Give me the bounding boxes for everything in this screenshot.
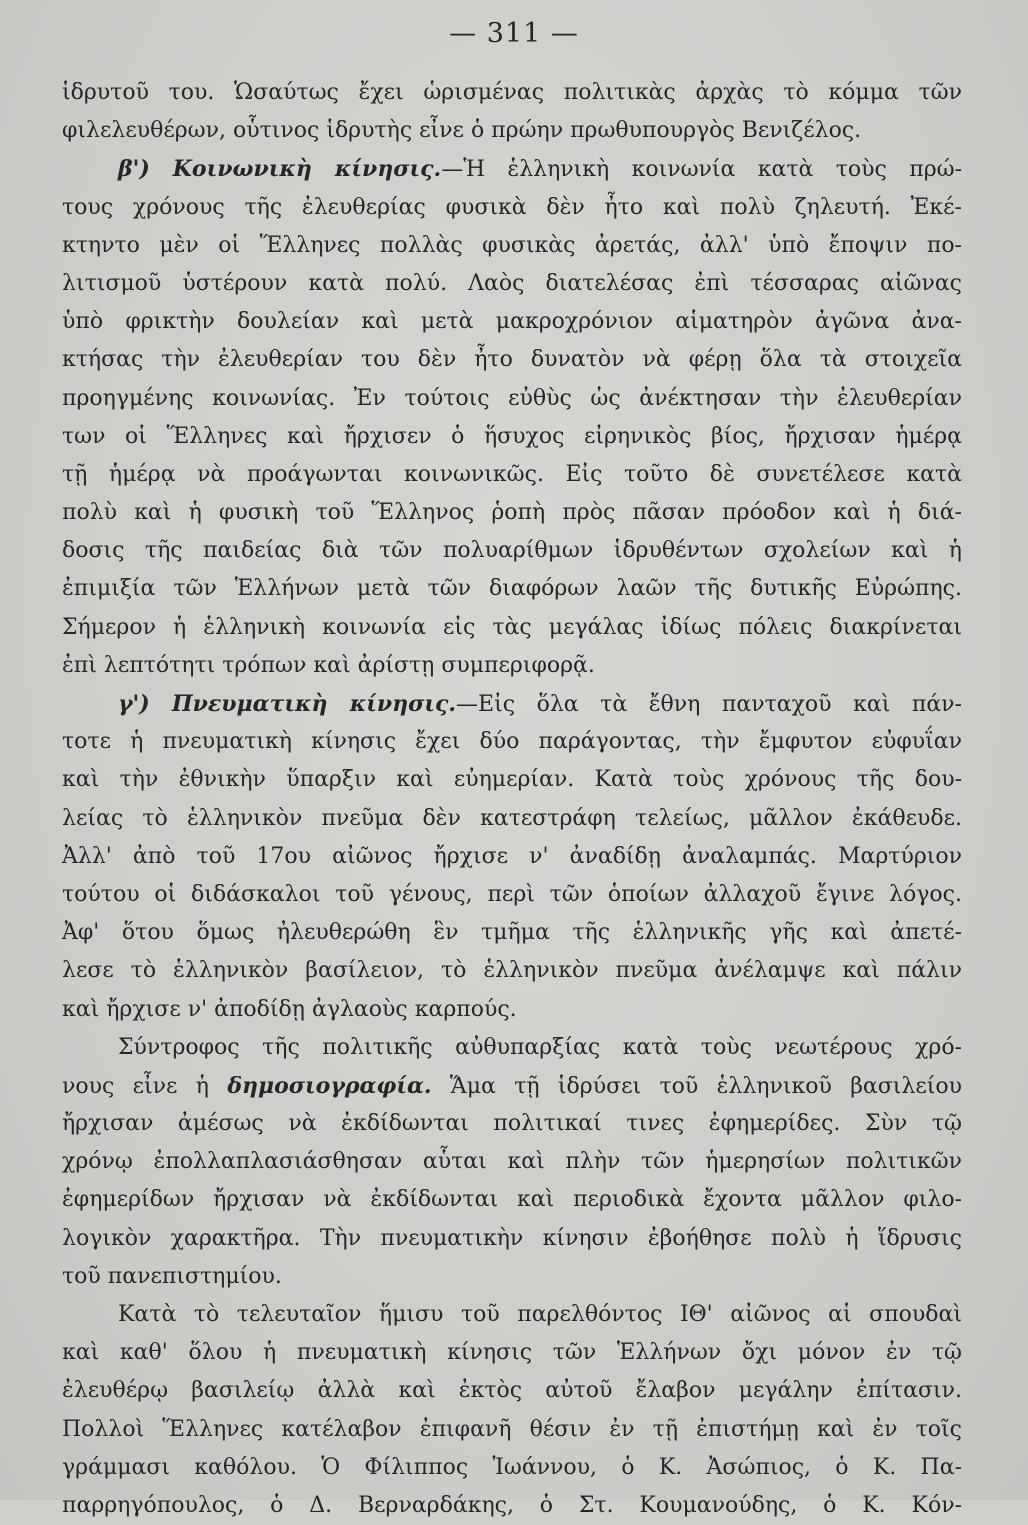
text-line: προηγμένης κοινωνίας. Ἐν τούτοις εὐθὺς ὡς ἀνέκτησαν τὴν ἐλευθερίαν xyxy=(62,385,962,411)
text-line: Σήμερον ἡ ἑλληνικὴ κοινωνία εἰς τὰς μεγάλας ἰδίως πόλεις διακρίνεται xyxy=(62,614,962,640)
text-line: των οἱ Ἕλληνες καὶ ἤρχισεν ὁ ἥσυχος εἰρηνικὸς βίος, ἤρχισαν ἡμέρᾳ xyxy=(62,423,962,449)
text-line: λιτισμοῦ ὑστέρουν κατὰ πολύ. Λαὸς διατελέσας ἐπὶ τέσσαρας αἰῶνας xyxy=(62,270,962,296)
text-run: —Εἰς ὅλα τὰ ἔθνη πανταχοῦ καὶ πάν- xyxy=(456,692,962,717)
text-line: ἱδρυτοῦ του. Ὡσαύτως ἔχει ὡρισμένας πολιτικὰς ἀρχὰς τὸ κόμμα τῶν xyxy=(62,80,962,105)
text-line: τους χρόνους τῆς ἐλευθερίας φυσικὰ δὲν ἦτο καὶ πολὺ ζηλευτή. Ἐκέ- xyxy=(62,194,962,220)
text-line: τῇ ἡμέρᾳ νὰ προάγωνται κοινωνικῶς. Εἰς τοῦτο δὲ συνετέλεσε κατὰ xyxy=(62,461,962,487)
section-heading: β') Κοινωνικὴ κίνησις. xyxy=(118,156,442,183)
text-line xyxy=(62,150,962,188)
text-line: πολὺ καὶ ἡ φυσικὴ τοῦ Ἕλληνος ῥοπὴ πρὸς πᾶσαν πρόοδον καὶ ἡ διά- xyxy=(62,500,962,526)
text-line: ἤρχισαν ἀμέσως νὰ ἐκδίδωνται πολιτικαί τινες ἐφημερίδες. Σὺν τῷ xyxy=(62,1111,962,1137)
text-line: ἐφημερίδων ἤρχισαν νὰ ἐκδίδωνται καὶ περιοδικὰ ἔχοντα μᾶλλον φιλο- xyxy=(62,1187,962,1213)
text-line: Σύντροφος τῆς πολιτικῆς αὐθυπαρξίας κατὰ τοὺς νεωτέρους χρό- xyxy=(118,1034,962,1060)
paragraph xyxy=(62,1029,962,1296)
text-line: τούτου οἱ διδάσκαλοι τοῦ γένους, περὶ τῶν ὁποίων ἀλλαχοῦ ἔγινε λόγος. xyxy=(62,881,962,907)
section-heading: γ') Πνευματικὴ κίνησις. xyxy=(118,691,457,717)
text-line: Ἀλλ' ἀπὸ τοῦ 17ου αἰῶνος ἤρχισε ν' ἀναδίδῃ ἀναλαμπάς. Μαρτύριον xyxy=(62,843,962,869)
text-line: παρρηγόπουλος, ὁ Δ. Βερναρδάκης, ὁ Στ. Κουμανούδης, ὁ Κ. Κόν- xyxy=(62,1492,962,1518)
paragraph xyxy=(62,685,962,1029)
text-line xyxy=(62,685,962,723)
emphasized-term: δημοσιογραφία. xyxy=(227,1072,432,1099)
text-line: ἐλευθέρῳ βασιλείῳ ἀλλὰ καὶ ἐκτὸς αὐτοῦ ἔλαβον μεγάλην ἐπίτασιν. xyxy=(62,1378,962,1404)
text-line: καὶ καθ' ὅλου ἡ πνευματικὴ κίνησις τῶν Ἑλλήνων ὄχι μόνον ἐν τῷ xyxy=(62,1340,962,1366)
text-line: λογικὸν χαρακτῆρα. Τὴν πνευματικὴν κίνησιν ἐβοήθησε πολὺ ἡ ἵδρυσις xyxy=(62,1225,962,1251)
paragraph xyxy=(62,1296,962,1525)
text-line: τοτε ἡ πνευματικὴ κίνησις ἔχει δύο παράγοντας, τὴν ἔμφυτον εὐφυΐαν xyxy=(62,729,962,755)
text-line: ἐπιμιξία τῶν Ἑλλήνων μετὰ τῶν διαφόρων λαῶν τῆς δυτικῆς Εὐρώπης. xyxy=(62,576,962,602)
text-line: τοῦ πανεπιστημίου. xyxy=(62,1263,282,1289)
text-line: καὶ τὴν ἐθνικὴν ὕπαρξιν καὶ εὐημερίαν. Κατὰ τοὺς χρόνους τῆς δου- xyxy=(62,767,962,793)
paragraph xyxy=(62,74,962,150)
text-line: ὑπὸ φρικτὴν δουλείαν καὶ μετὰ μακροχρόνιον αἱματηρὸν ἀγῶνα ἀνα- xyxy=(62,309,962,335)
text-line: δοσις τῆς παιδείας διὰ τῶν πολυαρίθμων ἱδρυθέντων σχολείων καὶ ἡ xyxy=(62,538,962,564)
text-run: —Ἡ ἑλληνικὴ κοινωνία κατὰ τοὺς πρώ- xyxy=(441,157,962,183)
text-line: καὶ ἤρχισε ν' ἀποδίδῃ ἀγλαοὺς καρπούς. xyxy=(62,996,517,1022)
text-run: νους εἶνε ἡ xyxy=(62,1073,228,1099)
text-line-with-emphasis xyxy=(62,1067,962,1105)
text-line: λείας τὸ ἑλληνικὸν πνεῦμα δὲν κατεστράφη τελείως, μᾶλλον ἐκάθευδε. xyxy=(62,805,962,831)
text-line: κτηντο μὲν οἱ Ἕλληνες πολλὰς φυσικὰς ἀρετάς, ἀλλ' ὑπὸ ἔποψιν πο- xyxy=(62,232,962,258)
text-line: φιλελευθέρων, οὗτινος ἱδρυτὴς εἶνε ὁ πρώην πρωθυπουργὸς Βενιζέλος. xyxy=(62,118,862,144)
text-line: κτήσας τὴν ἐλευθερίαν του δὲν ἦτο δυνατὸν νὰ φέρῃ ὅλα τὰ στοιχεῖα xyxy=(62,347,962,373)
text-line: Ἀφ' ὅτου ὅμως ἠλευθερώθη ἓν τμῆμα τῆς ἑλληνικῆς γῆς καὶ ἀπετέ- xyxy=(62,920,962,946)
text-run: Ἅμα τῇ ἱδρύσει τοῦ ἑλληνικοῦ βασιλείου xyxy=(431,1073,962,1099)
text-line: ἐπὶ λεπτότητι τρόπων καὶ ἀρίστῃ συμπεριφορᾷ. xyxy=(62,652,595,678)
text-line: Κατὰ τὸ τελευταῖον ἥμισυ τοῦ παρελθόντος ΙΘ' αἰῶνος αἱ σπουδαὶ xyxy=(118,1302,962,1327)
paragraph xyxy=(62,150,962,685)
text-line: Πολλοὶ Ἕλληνες κατέλαβον ἐπιφανῆ θέσιν ἐν τῇ ἐπιστήμῃ καὶ ἐν τοῖς xyxy=(62,1416,962,1442)
text-line: γράμμασι καθόλου. Ὁ Φίλιππος Ἰωάννου, ὁ Κ. Ἀσώπιος, ὁ Κ. Πα- xyxy=(62,1454,962,1480)
text-line: λεσε τὸ ἑλληνικὸν βασίλειον, τὸ ἑλληνικὸν πνεῦμα ἀνέλαμψε καὶ πάλιν xyxy=(62,958,962,984)
body-text xyxy=(62,74,962,1525)
page-number: — 311 — xyxy=(449,18,579,49)
text-line: χρόνῳ ἐπολλαπλασιάσθησαν αὗται καὶ πλὴν τῶν ἡμερησίων πολιτικῶν xyxy=(62,1149,962,1175)
